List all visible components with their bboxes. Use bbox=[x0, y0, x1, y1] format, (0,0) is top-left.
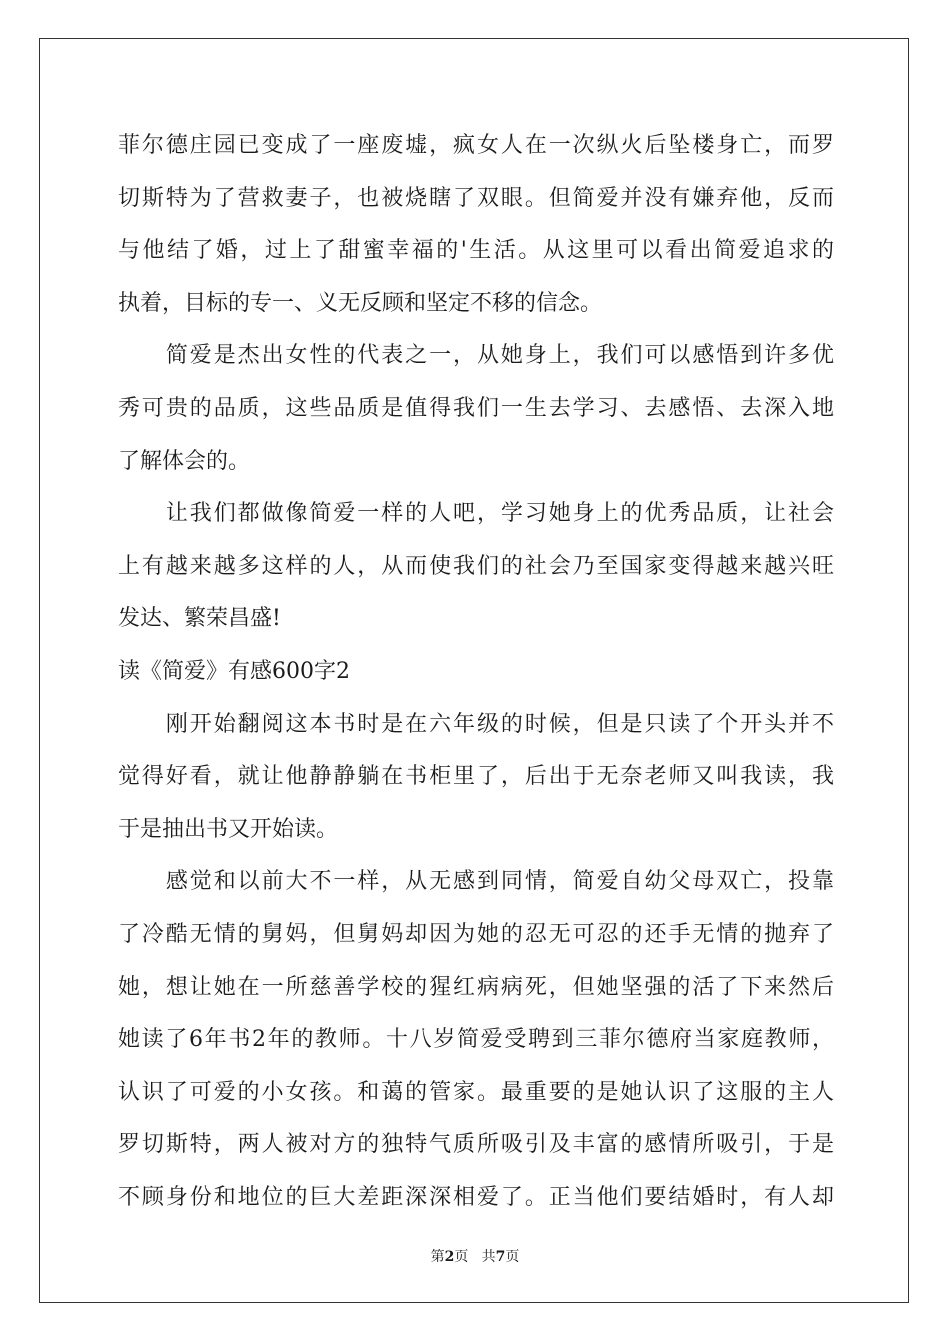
page-footer bbox=[0, 1246, 950, 1266]
text-line: 让我们都做像简爱一样的人吧，学习她身上的优秀品质，让社会 bbox=[118, 501, 834, 527]
footer-total-prefix: 共 bbox=[481, 1249, 496, 1265]
footer-page-number: 2 bbox=[444, 1249, 455, 1265]
text-line: 了解体会的。 bbox=[118, 448, 251, 474]
text-line: 秀可贵的品质，这些品质是值得我们一生去学习、去感悟、去深入地 bbox=[118, 395, 834, 421]
text-line: 觉得好看，就让他静静躺在书柜里了，后出于无奈老师又叫我读，我 bbox=[118, 764, 834, 790]
text-line: 执着，目标的专一、义无反顾和坚定不移的信念。 bbox=[118, 290, 603, 316]
text-line: 她，想让她在一所慈善学校的猩红病病死，但她坚强的活了下来然后 bbox=[118, 974, 834, 1000]
document-body bbox=[118, 126, 834, 1230]
text-line: 读《简爱》有感600字2 bbox=[118, 658, 350, 684]
footer-page-prefix: 第 bbox=[430, 1249, 445, 1265]
text-line: 不顾身份和地位的巨大差距深深相爱了。正当他们要结婚时，有人却 bbox=[118, 1184, 834, 1210]
text-line: 刚开始翻阅这本书时是在六年级的时候，但是只读了个开头并不 bbox=[118, 711, 834, 737]
text-line: 于是抽出书又开始读。 bbox=[118, 816, 339, 842]
footer-total-pages: 7 bbox=[495, 1249, 506, 1265]
text-line: 发达、繁荣昌盛! bbox=[118, 606, 281, 632]
text-line: 认识了可爱的小女孩。和蔼的管家。最重要的是她认识了这服的主人 bbox=[118, 1079, 834, 1105]
text-line: 与他结了婚，过上了甜蜜幸福的'生活。从这里可以看出简爱追求的 bbox=[118, 238, 834, 264]
text-line: 她读了6年书2年的教师。十八岁简爱受聘到三菲尔德府当家庭教师， bbox=[118, 1027, 834, 1053]
text-line: 切斯特为了营救妻子，也被烧瞎了双眼。但简爱并没有嫌弃他，反而 bbox=[118, 185, 834, 211]
text-line: 简爱是杰出女性的代表之一，从她身上，我们可以感悟到许多优 bbox=[118, 343, 834, 369]
text-line: 菲尔德庄园已变成了一座废墟，疯女人在一次纵火后坠楼身亡，而罗 bbox=[118, 133, 834, 158]
footer-total-suffix: 页 bbox=[505, 1249, 520, 1265]
text-line: 罗切斯特，两人被对方的独特气质所吸引及丰富的感情所吸引，于是 bbox=[118, 1132, 834, 1158]
footer-page-suffix: 页 bbox=[454, 1249, 469, 1265]
text-line: 了冷酷无情的舅妈，但舅妈却因为她的忍无可忍的还手无情的抛弃了 bbox=[118, 921, 834, 947]
text-line: 感觉和以前大不一样，从无感到同情，简爱自幼父母双亡，投靠 bbox=[118, 869, 834, 895]
text-line: 上有越来越多这样的人，从而使我们的社会乃至国家变得越来越兴旺 bbox=[118, 553, 834, 579]
